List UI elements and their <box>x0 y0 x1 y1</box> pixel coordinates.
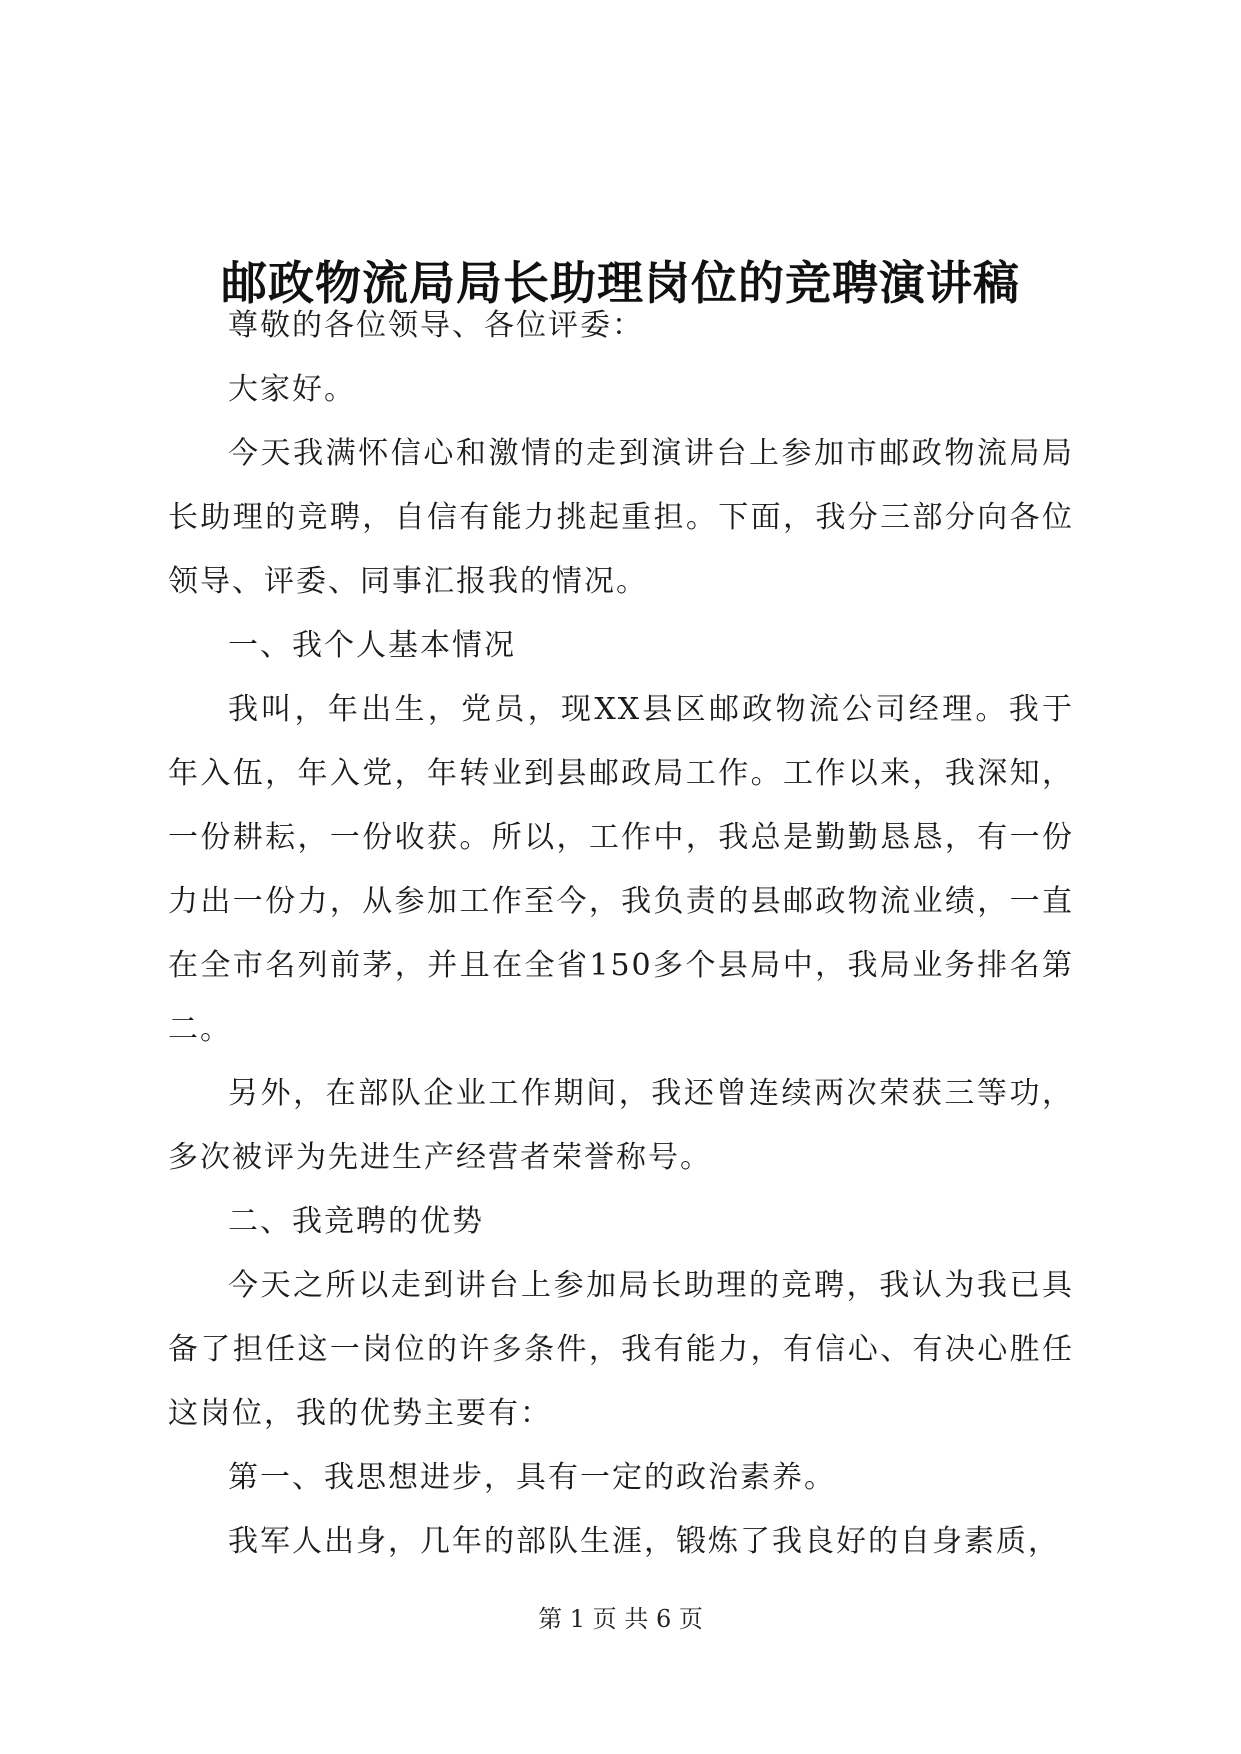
paragraph-intro: 今天我满怀信心和激情的走到演讲台上参加市邮政物流局局长助理的竞聘，自信有能力挑起重担。下面，我分三部分向各位领导、评委、同事汇报我的情况。 <box>168 436 1074 599</box>
page-footer: 第 1 页 共 6 页 <box>538 1605 703 1633</box>
paragraph-salutation: 尊敬的各位领导、各位评委： <box>228 308 644 343</box>
paragraph-advantages-intro: 今天之所以走到讲台上参加局长助理的竞聘，我认为我已具备了担任这一岗位的许多条件，我有能力，有信心、有决心胜任这岗位，我的优势主要有： <box>168 1268 1074 1431</box>
paragraph-military-background: 我军人出身，几年的部队生涯，锻炼了我良好的自身素质， <box>228 1524 1060 1559</box>
paragraph-greeting: 大家好。 <box>228 372 356 407</box>
document-title: 邮政物流局局长助理岗位的竞聘演讲稿 <box>221 255 1020 310</box>
document-body <box>168 294 1074 1574</box>
paragraph-honors: 另外，在部队企业工作期间，我还曾连续两次荣获三等功，多次被评为先进生产经营者荣誉称号。 <box>168 1076 1074 1175</box>
paragraph-advantage-one: 第一、我思想进步，具有一定的政治素养。 <box>228 1460 836 1495</box>
paragraph-basic-info: 我叫，年出生，党员，现XX县区邮政物流公司经理。我于年入伍，年入党，年转业到县邮政局工作。工作以来，我深知，一份耕耘，一份收获。所以，工作中，我总是勤勤恳恳，有一份力出一份力，从参加工作至今，我负责的县邮政物流业绩，一直在全市名列前茅，并且在全省150多个县局中，我局业务排名第二。 <box>168 692 1074 1047</box>
section-heading-advantages: 二、我竞聘的优势 <box>228 1204 484 1239</box>
section-heading-basic-info: 一、我个人基本情况 <box>228 628 516 663</box>
